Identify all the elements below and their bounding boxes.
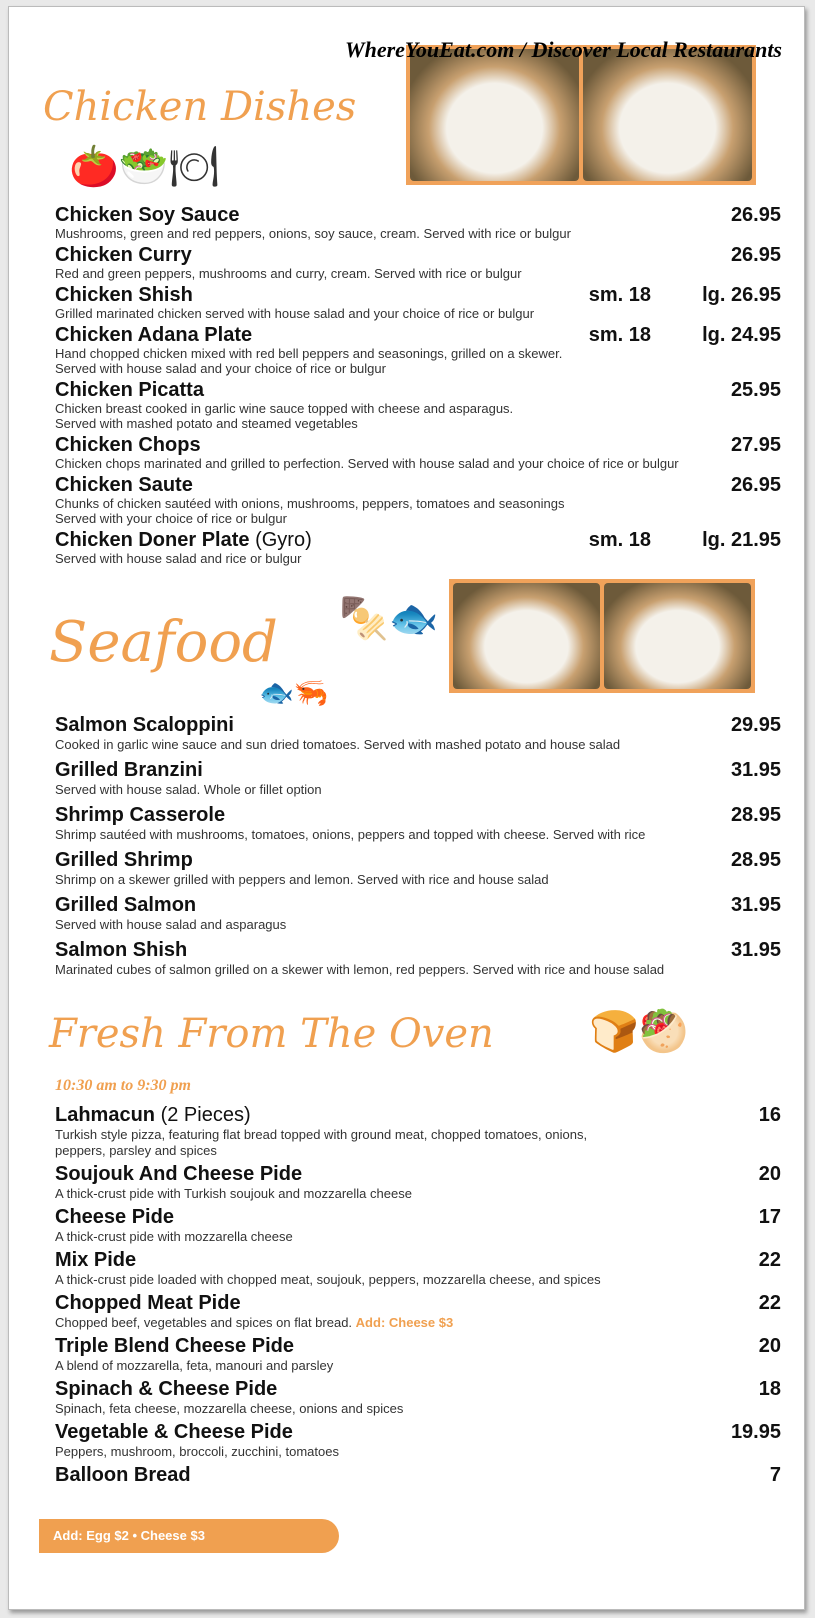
item-price: lg. 24.95 — [702, 324, 781, 346]
item-name — [55, 848, 781, 872]
menu-item — [55, 713, 781, 753]
menu-item — [55, 1464, 781, 1487]
item-description-text: Chicken breast cooked in garlic wine sauce topped with cheese and asparagus. Served with mashed potato and steamed vegetables — [55, 401, 514, 431]
item-price: 28.95 — [730, 804, 781, 826]
item-price: 31.95 — [730, 894, 781, 916]
item-name-text: Shrimp Casserole — [55, 804, 226, 826]
shrimp-photo — [604, 583, 751, 689]
item-description — [55, 1127, 781, 1159]
item-name-text: Chicken Saute — [55, 474, 193, 496]
item-price-small: sm. 18 — [588, 284, 651, 306]
item-description — [55, 1358, 781, 1374]
item-description-text: A blend of mozzarella, feta, manouri and parsley — [55, 1358, 334, 1373]
item-description — [55, 496, 781, 526]
item-name — [55, 1206, 781, 1229]
item-price: 31.95 — [730, 759, 781, 781]
menu-item — [55, 1206, 781, 1245]
menu-item — [55, 529, 781, 566]
item-price: 28.95 — [730, 849, 781, 871]
add-ons-banner: Add: Egg $2 • Cheese $3 — [39, 1519, 339, 1553]
oven-list — [55, 1104, 781, 1491]
item-description — [55, 1315, 781, 1331]
item-description — [55, 827, 781, 843]
item-name-text: Lahmacun — [55, 1104, 156, 1126]
menu-item — [55, 244, 781, 281]
item-description-text: A thick-crust pide loaded with chopped meat, soujouk, peppers, mozzarella cheese, and spices — [55, 1272, 601, 1287]
item-description-text: Served with house salad and rice or bulgur — [55, 551, 302, 566]
oven-hours: 10:30 am to 9:30 pm — [55, 1077, 191, 1094]
chicken-list — [55, 204, 781, 569]
menu-item — [55, 1104, 781, 1159]
item-description-text: Peppers, mushroom, broccoli, zucchini, tomatoes — [55, 1444, 339, 1459]
item-name-note: (Gyro) — [249, 529, 312, 551]
item-price: 25.95 — [730, 379, 781, 401]
item-description-text: Chunks of chicken sautéed with onions, mushrooms, peppers, tomatoes and seasonings Served with your choice of rice or bulgur — [55, 496, 565, 526]
item-description — [55, 456, 781, 471]
item-description — [55, 226, 781, 241]
item-name-text: Chicken Shish — [55, 284, 193, 306]
item-description — [55, 401, 781, 431]
salmon-photo — [453, 583, 600, 689]
menu-item — [55, 434, 781, 471]
item-description — [55, 1272, 781, 1288]
item-name — [55, 713, 781, 737]
item-description — [55, 782, 781, 798]
item-price: 20 — [758, 1335, 781, 1357]
item-description-text: Cooked in garlic wine sauce and sun dried tomatoes. Served with mashed potato and house salad — [55, 737, 621, 752]
item-name-text: Chicken Chops — [55, 434, 201, 456]
item-description — [55, 917, 781, 933]
item-name-text: Mix Pide — [55, 1249, 137, 1271]
item-name — [55, 1335, 781, 1358]
item-price: lg. 21.95 — [702, 529, 781, 551]
item-description — [55, 1186, 781, 1202]
seafood-photos — [449, 579, 755, 693]
item-name — [55, 1249, 781, 1272]
item-name — [55, 1163, 781, 1186]
item-price: 20 — [758, 1163, 781, 1185]
item-name-text: Grilled Salmon — [55, 894, 197, 916]
menu-item — [55, 758, 781, 798]
menu-item — [55, 848, 781, 888]
item-description-text: Mushrooms, green and red peppers, onions, soy sauce, cream. Served with rice or bulgur — [55, 226, 571, 241]
item-description-text: Chicken chops marinated and grilled to perfection. Served with house salad and your choice of rice or bulgur — [55, 456, 679, 471]
menu-item — [55, 284, 781, 321]
item-price: 29.95 — [730, 714, 781, 736]
item-name — [55, 324, 781, 346]
vegetable-sketch-icon: 🍅🥗🍽 — [69, 145, 220, 189]
item-description — [55, 1444, 781, 1460]
menu-item — [55, 379, 781, 431]
item-description-text: Served with house salad. Whole or fillet option — [55, 782, 322, 797]
item-name-text: Cheese Pide — [55, 1206, 174, 1228]
item-price: 7 — [769, 1464, 781, 1486]
item-description — [55, 266, 781, 281]
item-name — [55, 529, 781, 551]
item-name — [55, 204, 781, 226]
item-name-text: Chopped Meat Pide — [55, 1292, 241, 1314]
item-name — [55, 379, 781, 401]
item-description-text: A thick-crust pide with mozzarella cheese — [55, 1229, 293, 1244]
item-add-on: Add: Cheese $3 — [355, 1315, 454, 1330]
item-description-text: Spinach, feta cheese, mozzarella cheese, onions and spices — [55, 1401, 404, 1416]
item-description — [55, 872, 781, 888]
seafood-sketch-icon: 🍢🐟 — [339, 597, 439, 641]
item-name — [55, 474, 781, 496]
menu-item — [55, 204, 781, 241]
item-price: 31.95 — [730, 939, 781, 961]
item-description-text: Grilled marinated chicken served with house salad and your choice of rice or bulgur — [55, 306, 535, 321]
bread-sketch-icon: 🍞🥙 — [589, 1010, 689, 1054]
section-title-oven: Fresh From The Oven — [49, 1011, 494, 1057]
item-name-text: Triple Blend Cheese Pide — [55, 1335, 294, 1357]
item-name — [55, 1464, 781, 1487]
item-price: 19.95 — [730, 1421, 781, 1443]
item-name — [55, 244, 781, 266]
section-title-seafood: Seafood — [49, 610, 278, 675]
menu-item — [55, 893, 781, 933]
item-description-text: Red and green peppers, mushrooms and curry, cream. Served with rice or bulgur — [55, 266, 522, 281]
item-name-text: Salmon Scaloppini — [55, 714, 234, 736]
item-name-text: Spinach & Cheese Pide — [55, 1378, 278, 1400]
item-name — [55, 893, 781, 917]
item-description — [55, 1229, 781, 1245]
item-name — [55, 434, 781, 456]
chicken-kebab-photo — [583, 49, 752, 181]
item-name-text: Chicken Doner Plate — [55, 529, 250, 551]
item-name-text: Grilled Branzini — [55, 759, 203, 781]
item-name-text: Vegetable & Cheese Pide — [55, 1421, 293, 1443]
item-description — [55, 737, 781, 753]
item-price: lg. 26.95 — [702, 284, 781, 306]
item-description-text: Marinated cubes of salmon grilled on a skewer with lemon, red peppers. Served with rice and house salad — [55, 962, 665, 977]
chicken-photos — [406, 45, 756, 185]
item-price: 22 — [758, 1249, 781, 1271]
item-description-text: Turkish style pizza, featuring flat bread topped with ground meat, chopped tomatoes, onions, peppers, parsley and spices — [55, 1127, 588, 1158]
menu-item — [55, 1163, 781, 1202]
item-name-note: (2 Pieces) — [155, 1104, 251, 1126]
item-name — [55, 284, 781, 306]
item-description-text: Hand chopped chicken mixed with red bell peppers and seasonings, grilled on a skewer. Served with house salad and your choice of rice or bulgur — [55, 346, 563, 376]
menu-item — [55, 1292, 781, 1331]
item-name-text: Chicken Curry — [55, 244, 192, 266]
item-name — [55, 1421, 781, 1444]
item-name-text: Salmon Shish — [55, 939, 188, 961]
item-price: 27.95 — [730, 434, 781, 456]
item-name — [55, 1104, 781, 1127]
menu-page — [8, 6, 805, 1610]
item-name-text: Chicken Soy Sauce — [55, 204, 240, 226]
item-name — [55, 758, 781, 782]
item-description-text: Shrimp sautéed with mushrooms, tomatoes, onions, peppers and topped with cheese. Served with rice — [55, 827, 646, 842]
item-name-text: Grilled Shrimp — [55, 849, 193, 871]
item-description — [55, 346, 781, 376]
item-description-text: Served with house salad and asparagus — [55, 917, 287, 932]
item-description — [55, 1401, 781, 1417]
item-name-text: Chicken Adana Plate — [55, 324, 253, 346]
item-price: 16 — [758, 1104, 781, 1126]
item-price: 26.95 — [730, 474, 781, 496]
item-description — [55, 962, 781, 978]
section-title-chicken: Chicken Dishes — [43, 84, 357, 130]
menu-item — [55, 324, 781, 376]
item-description-text: Shrimp on a skewer grilled with peppers and lemon. Served with rice and house salad — [55, 872, 549, 887]
item-name-text: Chicken Picatta — [55, 379, 204, 401]
item-price: 22 — [758, 1292, 781, 1314]
item-description — [55, 551, 781, 566]
item-price: 26.95 — [730, 204, 781, 226]
menu-item — [55, 1421, 781, 1460]
menu-item — [55, 938, 781, 978]
chicken-wrap-photo — [410, 49, 579, 181]
item-price: 18 — [758, 1378, 781, 1400]
menu-item — [55, 1249, 781, 1288]
item-name-text: Soujouk And Cheese Pide — [55, 1163, 303, 1185]
menu-item — [55, 803, 781, 843]
item-name — [55, 803, 781, 827]
seafood-list — [55, 713, 781, 983]
item-price-small: sm. 18 — [588, 529, 651, 551]
menu-item — [55, 1378, 781, 1417]
item-name — [55, 1292, 781, 1315]
item-name-text: Balloon Bread — [55, 1464, 191, 1486]
item-name — [55, 938, 781, 962]
item-price: 26.95 — [730, 244, 781, 266]
item-name — [55, 1378, 781, 1401]
item-description-text: Chopped beef, vegetables and spices on flat bread. — [55, 1315, 356, 1330]
item-price: 17 — [758, 1206, 781, 1228]
menu-item — [55, 1335, 781, 1374]
item-price-small: sm. 18 — [588, 324, 651, 346]
fish-shrimp-sketch-icon: 🐟🦐 — [259, 677, 329, 708]
watermark: WhereYouEat.com / Discover Local Restaurants — [345, 37, 782, 62]
menu-item — [55, 474, 781, 526]
item-description — [55, 306, 781, 321]
item-description-text: A thick-crust pide with Turkish soujouk and mozzarella cheese — [55, 1186, 412, 1201]
